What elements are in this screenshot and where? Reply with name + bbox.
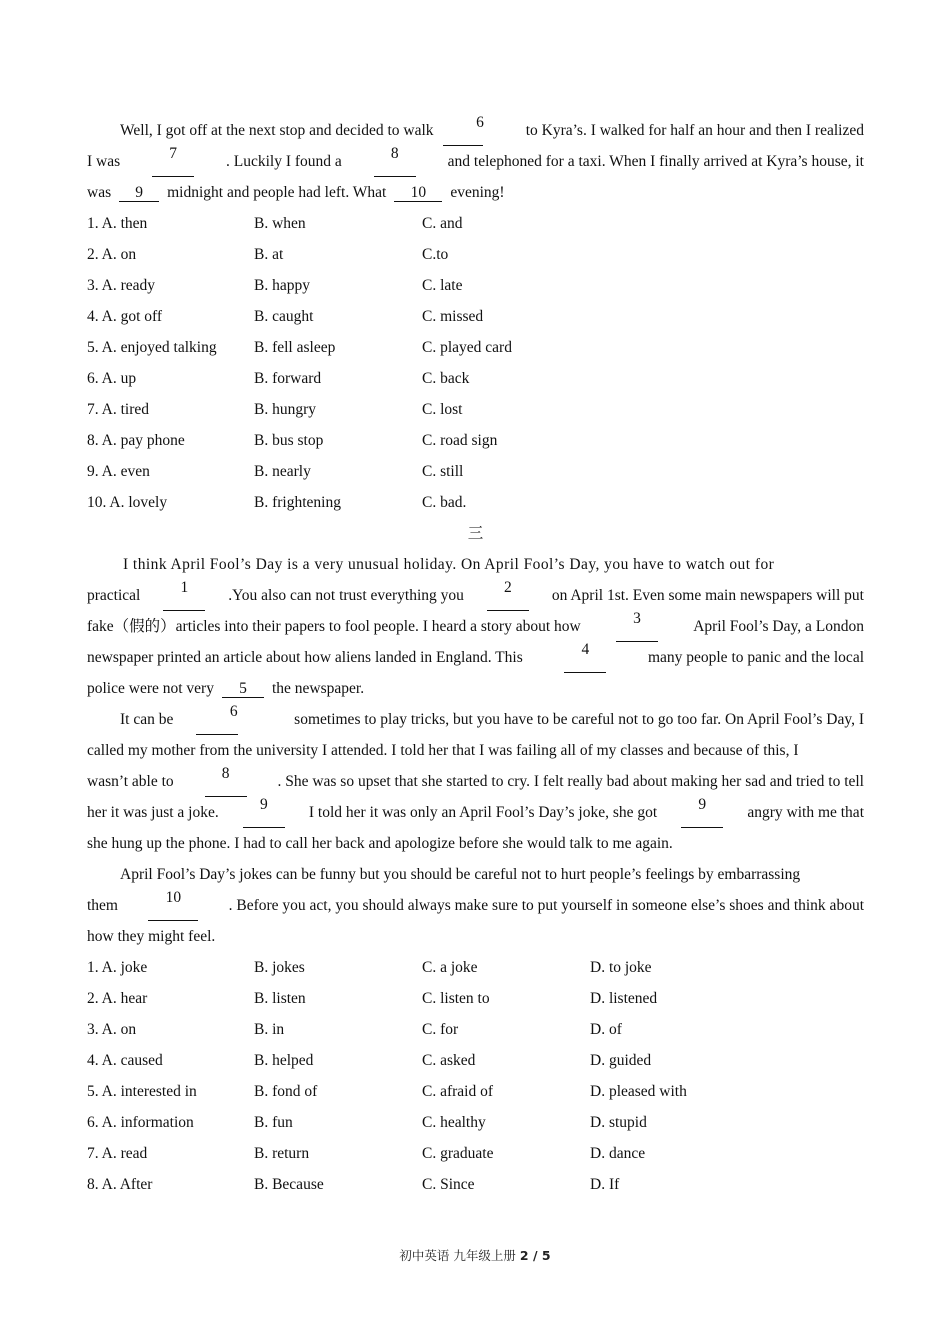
option-c[interactable]: C. graduate (422, 1145, 494, 1162)
passage-line: It can be 6 sometimes to play tricks, but you have to be careful not to go too far. On April Fool’s Day, I (87, 704, 864, 735)
option-c[interactable]: C. missed (422, 308, 484, 325)
option-b[interactable]: B. Because (254, 1176, 324, 1193)
blank-2[interactable]: 2 (487, 580, 529, 611)
option-b[interactable]: B. fun (254, 1114, 293, 1131)
option-b[interactable]: B. caught (254, 308, 314, 325)
option-c[interactable]: C. still (422, 463, 464, 480)
question-list-2 (87, 208, 864, 518)
option-d[interactable]: D. stupid (590, 1114, 647, 1131)
blank-4[interactable]: 4 (564, 642, 606, 673)
question-row (87, 239, 864, 270)
option-c[interactable]: C. healthy (422, 1114, 486, 1131)
option-b[interactable]: B. happy (254, 277, 310, 294)
option-d[interactable]: D. guided (590, 1052, 652, 1069)
blank-9a[interactable]: 9 (243, 797, 285, 828)
option-b[interactable]: B. listen (254, 990, 306, 1007)
question-row (87, 363, 864, 394)
option-a[interactable]: 5. A. interested in (87, 1083, 197, 1100)
question-row (87, 456, 864, 487)
option-b[interactable]: B. nearly (254, 463, 311, 480)
option-c[interactable]: C. for (422, 1021, 459, 1038)
option-d[interactable]: D. pleased with (590, 1083, 687, 1100)
option-c[interactable]: C. and (422, 215, 463, 232)
option-c[interactable]: C. bad. (422, 494, 467, 511)
passage-line: April Fool’s Day’s jokes can be funny but you should be careful not to hurt people’s feelings by embarrassing (120, 866, 801, 883)
option-b[interactable]: B. frightening (254, 494, 341, 511)
question-row (87, 301, 864, 332)
option-c[interactable]: C. asked (422, 1052, 476, 1069)
passage-line: police were not very 5 the newspaper. (87, 680, 365, 697)
option-b[interactable]: B. bus stop (254, 432, 324, 449)
option-d[interactable]: D. to joke (590, 959, 652, 976)
question-row (87, 394, 864, 425)
option-d[interactable]: D. listened (590, 990, 658, 1007)
option-b[interactable]: B. return (254, 1145, 310, 1162)
option-c[interactable]: C. Since (422, 1176, 475, 1193)
option-a[interactable]: 2. A. hear (87, 990, 148, 1007)
option-c[interactable]: C. played card (422, 339, 512, 356)
option-d[interactable]: D. dance (590, 1145, 646, 1162)
option-a[interactable]: 6. A. information (87, 1114, 194, 1131)
option-c[interactable]: C. back (422, 370, 470, 387)
option-a[interactable]: 4. A. caused (87, 1052, 163, 1069)
option-a[interactable]: 3. A. ready (87, 277, 156, 294)
option-c[interactable]: C. listen to (422, 990, 490, 1007)
option-c[interactable]: C. lost (422, 401, 463, 418)
option-a[interactable]: 1. A. joke (87, 959, 148, 976)
passage-line: how they might feel. (87, 928, 216, 945)
option-c[interactable]: C. a joke (422, 959, 478, 976)
blank-8[interactable]: 8 (205, 766, 247, 797)
passage-line: called my mother from the university I attended. I told her that I was failing all of my classes and because of this, I (87, 742, 799, 759)
passage-line: she hung up the phone. I had to call her back and apologize before she would talk to me again. (87, 835, 673, 852)
passage-line: Well, I got off at the next stop and decided to walk 6 to Kyra’s. I walked for half an hour and then I realized (87, 115, 864, 146)
option-b[interactable]: B. when (254, 215, 306, 232)
blank-8[interactable]: 8 (374, 146, 416, 177)
blank-1[interactable]: 1 (163, 580, 205, 611)
question-row (87, 952, 864, 983)
passage-line: I think April Fool’s Day is a very unusual holiday. On April Fool’s Day, you have to watch out for (123, 556, 775, 573)
option-a[interactable]: 10. A. lovely (87, 494, 168, 511)
option-b[interactable]: B. fond of (254, 1083, 318, 1100)
page-footer (0, 1246, 950, 1264)
option-a[interactable]: 7. A. tired (87, 401, 149, 418)
question-row (87, 332, 864, 363)
option-a[interactable]: 3. A. on (87, 1021, 137, 1038)
blank-10[interactable]: 10 (148, 890, 198, 921)
passage-line: was 9 midnight and people had left. What 10 evening! (87, 184, 505, 201)
option-c[interactable]: C. road sign (422, 432, 498, 449)
option-c[interactable]: C.to (422, 246, 449, 263)
blank-9b[interactable]: 9 (681, 797, 723, 828)
option-a[interactable]: 1. A. then (87, 215, 148, 232)
option-d[interactable]: D. If (590, 1176, 620, 1193)
option-a[interactable]: 8. A. After (87, 1176, 153, 1193)
passage-line: practical 1 .You also can not trust everything you 2 on April 1st. Even some main newspapers will put (87, 580, 864, 611)
option-a[interactable]: 8. A. pay phone (87, 432, 185, 449)
question-row (87, 487, 864, 518)
passage-line: I was 7 . Luckily I found a 8 and telephoned for a taxi. When I finally arrived at Kyra’s house, it (87, 146, 864, 177)
passage-line: wasn’t able to 8 . She was so upset that she started to cry. I felt really bad about making her sad and tried to tell (87, 766, 864, 797)
option-b[interactable]: B. jokes (254, 959, 305, 976)
blank-6[interactable]: 6 (443, 115, 483, 146)
blank-3[interactable]: 3 (616, 611, 658, 642)
question-row (87, 270, 864, 301)
option-b[interactable]: B. fell asleep (254, 339, 336, 356)
question-row (87, 983, 864, 1014)
option-b[interactable]: B. helped (254, 1052, 314, 1069)
passage-line: newspaper printed an article about how aliens landed in England. This 4 many people to panic and the local (87, 642, 864, 673)
question-row (87, 1107, 864, 1138)
question-row (87, 1076, 864, 1107)
option-b[interactable]: B. in (254, 1021, 285, 1038)
passage-line: her it was just a joke. 9 I told her it was only an April Fool’s Day’s joke, she got 9 angry with me that (87, 797, 864, 828)
blank-9[interactable]: 9 (119, 185, 159, 202)
option-a[interactable]: 6. A. up (87, 370, 137, 387)
question-row (87, 1045, 864, 1076)
option-b[interactable]: B. at (254, 246, 284, 263)
question-row (87, 1014, 864, 1045)
question-row (87, 208, 864, 239)
blank-7[interactable]: 7 (152, 146, 194, 177)
passage-line: fake（假的）articles into their papers to fool people. I heard a story about how 3 April Fool’s Day, a London (87, 611, 864, 642)
question-row (87, 425, 864, 456)
blank-6[interactable]: 6 (196, 704, 238, 735)
option-b[interactable]: B. forward (254, 370, 322, 387)
option-a[interactable]: 4. A. got off (87, 308, 163, 325)
footer-label: 初中英语 九年级上册 (399, 1248, 516, 1263)
page-content (87, 115, 864, 1200)
option-a[interactable]: 7. A. read (87, 1145, 148, 1162)
page-number: 2 / 5 (519, 1248, 551, 1263)
option-a[interactable]: 9. A. even (87, 463, 150, 480)
option-a[interactable]: 2. A. on (87, 246, 137, 263)
option-a[interactable]: 5. A. enjoyed talking (87, 339, 217, 356)
blank-5[interactable]: 5 (222, 681, 264, 698)
option-c[interactable]: C. late (422, 277, 463, 294)
option-d[interactable]: D. of (590, 1021, 622, 1038)
option-c[interactable]: C. afraid of (422, 1083, 494, 1100)
section-heading: 三 (467, 525, 484, 542)
question-list-3 (87, 952, 864, 1200)
question-row (87, 1138, 864, 1169)
blank-10[interactable]: 10 (394, 185, 442, 202)
option-b[interactable]: B. hungry (254, 401, 316, 418)
question-row (87, 1169, 864, 1200)
passage-line: them 10 . Before you act, you should always make sure to put yourself in someone else’s shoes and think about (87, 890, 864, 921)
